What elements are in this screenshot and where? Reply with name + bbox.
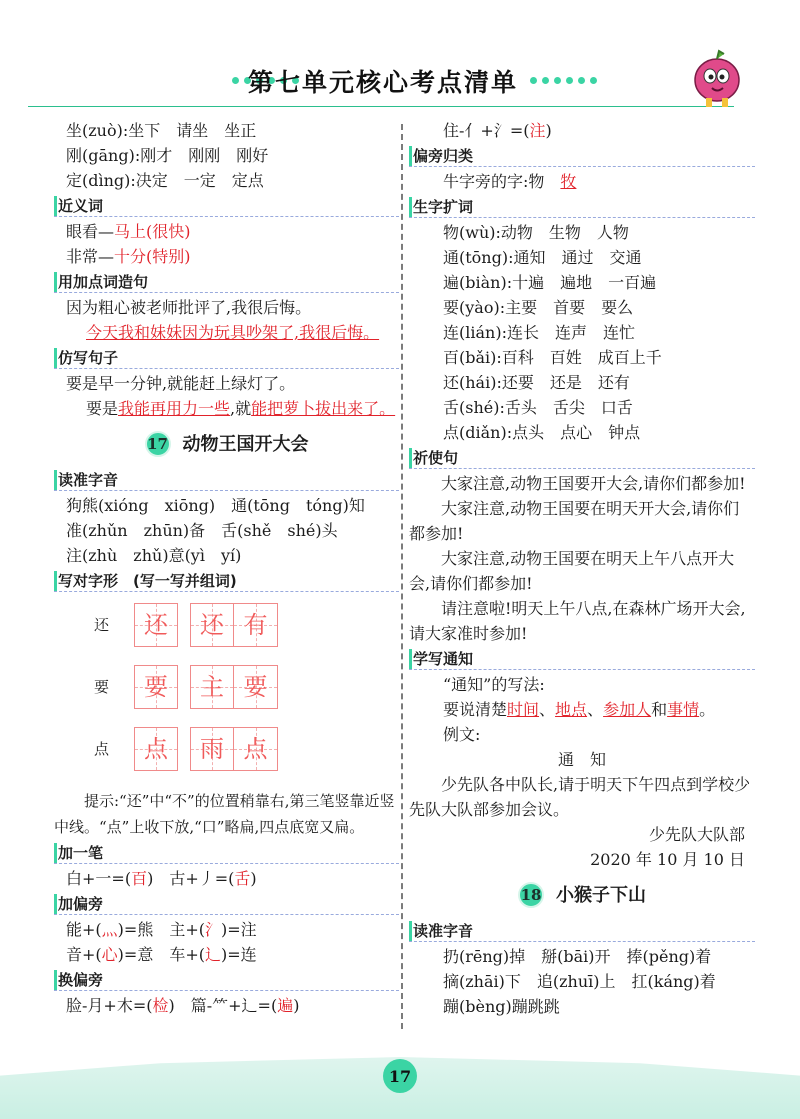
read-line: 蹦(bèng)蹦跳跳: [443, 997, 560, 1016]
imitate-example: 要是早一分钟,就能赶上绿灯了。: [66, 374, 296, 393]
section-add-radical: 加偏旁: [54, 891, 399, 917]
column-divider: [401, 124, 403, 1029]
imperative-para: 请注意啦!明天上午八点,在森林广场开大会,请大家准时参加!: [409, 599, 746, 643]
word-line-ding: 定(dìng):决定 一定 定点: [66, 171, 264, 190]
lesson-number-badge: 17: [145, 431, 171, 457]
section-notice: 学写通知: [409, 646, 755, 672]
section-write: 写对字形 (写一写并组词): [54, 568, 399, 594]
section-synonyms: 近义词: [54, 193, 399, 219]
imitate-answer: 要是我能再用力一些,就能把萝卜拔出来了。: [86, 399, 396, 418]
imperative-para: 大家注意,动物王国要在明天上午八点开大会,请你们都参加!: [409, 549, 735, 593]
section-read: 读准字音: [54, 467, 399, 493]
notice-signer: 少先队大队部: [648, 825, 745, 844]
read-line: 摘(zhāi)下 追(zhuī)上 扛(káng)着: [443, 972, 716, 991]
expand-line: 舌(shé):舌头 舌尖 口舌: [443, 398, 633, 417]
writing-cell: 点: [134, 727, 178, 771]
writing-cell: 要: [134, 665, 178, 709]
section-add-stroke: 加一笔: [54, 840, 399, 866]
lesson-title: 动物王国开大会: [182, 433, 309, 455]
writing-cell: 还: [190, 603, 234, 647]
expand-line: 要(yào):主要 首要 要么: [443, 298, 634, 317]
word-line-gang: 刚(gāng):刚才 刚刚 刚好: [66, 146, 269, 165]
imperative-para: 大家注意,动物王国要开大会,请你们都参加!: [441, 474, 746, 493]
notice-doc-body: 少先队各中队长,请于明天下午四点到学校少先队大队部参加会议。: [409, 775, 751, 819]
writing-cell: 雨: [190, 727, 234, 771]
section-expand: 生字扩词: [409, 194, 755, 220]
lesson-title: 小猴子下山: [556, 884, 646, 906]
section-imperative: 祈使句: [409, 445, 755, 471]
page-title: 第七单元核心考点清单: [247, 68, 518, 97]
synonym-line-1: 眼看—马上(很快): [66, 222, 191, 241]
add-radical-line-2: 音+(心)=意 车+(辶)=连: [66, 945, 257, 964]
imperative-para: 大家注意,动物王国要在明天开大会,请你们都参加!: [409, 499, 740, 543]
read-line-3: 注(zhù zhǔ)意(yì yí): [66, 546, 242, 565]
writing-cell: 点: [234, 727, 278, 771]
decor-dots-right: [530, 77, 597, 84]
apple-mascot-icon: [690, 48, 744, 110]
expand-line: 还(hái):还要 还是 还有: [443, 373, 630, 392]
synonym-answer: 十分(特别): [114, 247, 191, 266]
grid-row-yao: 要 要 主 要: [54, 656, 399, 718]
page-number: 17: [383, 1059, 417, 1093]
writing-tip: 提示:“还”中“不”的位置稍靠右,第三笔竖靠近竖中线。“点”上收下放,“口”略扁,四点底宽又扁。: [54, 792, 395, 836]
expand-line: 百(bǎi):百科 百姓 成百上千: [443, 348, 662, 367]
radical-swap-line: 住-亻+氵=(注): [443, 121, 552, 140]
writing-cell: 要: [234, 665, 278, 709]
writing-cell: 主: [190, 665, 234, 709]
lesson-18-heading: [409, 874, 755, 916]
grid-row-dian: 点 点 雨 点: [54, 718, 399, 780]
sentence-example: 因为粗心被老师批评了,我很后悔。: [66, 298, 312, 317]
expand-line: 遍(biàn):十遍 遍地 一百遍: [443, 273, 657, 292]
notice-doc-title: 通 知: [557, 750, 606, 769]
section-sentence-make: 用加点词造句: [54, 269, 399, 295]
notice-method: “通知”的写法:: [443, 675, 545, 694]
read-line: 扔(rēng)掉 掰(bāi)开 捧(pěng)着: [443, 947, 712, 966]
sentence-answer: 今天我和妹妹因为玩具吵架了,我很后悔。: [86, 323, 380, 342]
right-column: [409, 118, 755, 1019]
synonym-answer: 马上(很快): [114, 222, 191, 241]
notice-example-label: 例文:: [443, 725, 481, 744]
writing-cell: 有: [234, 603, 278, 647]
section-read: 读准字音: [409, 918, 755, 944]
expand-line: 物(wù):动物 生物 人物: [443, 223, 629, 242]
word-line-zuo: 坐(zuò):坐下 请坐 坐正: [66, 121, 257, 140]
section-imitate: 仿写句子: [54, 345, 399, 371]
expand-line: 通(tōng):通知 通过 交通: [443, 248, 642, 267]
lesson-17-heading: [54, 423, 399, 465]
expand-line: 连(lián):连长 连声 连忙: [443, 323, 635, 342]
notice-elements: 要说清楚时间、地点、参加人和事情。: [443, 700, 716, 719]
change-radical-line: 脸-月+木=(检) 篇-⺮+辶=(遍): [66, 996, 300, 1015]
left-column: [54, 118, 399, 1018]
radical-group-line: 牛字旁的字:物 牧: [443, 172, 577, 191]
read-line-2: 准(zhǔn zhūn)备 舌(shě shé)头: [66, 521, 338, 540]
page-header: [0, 58, 800, 104]
add-radical-line-1: 能+(灬)=熊 主+(氵)=注: [66, 920, 257, 939]
read-line-1: 狗熊(xióng xiōng) 通(tōng tóng)知: [66, 496, 365, 515]
section-change-radical: 换偏旁: [54, 967, 399, 993]
expand-line: 点(diǎn):点头 点心 钟点: [443, 423, 641, 442]
section-radical-group: 偏旁归类: [409, 143, 755, 169]
add-stroke-line: 白+一=(百) 古+丿=(舌): [66, 869, 257, 888]
notice-date: 2020 年 10 月 10 日: [590, 850, 745, 869]
grid-row-huan: 还 还 还 有: [54, 594, 399, 656]
writing-cell: 还: [134, 603, 178, 647]
lesson-number-badge: 18: [518, 882, 544, 908]
synonym-line-2: 非常—十分(特别): [66, 247, 191, 266]
